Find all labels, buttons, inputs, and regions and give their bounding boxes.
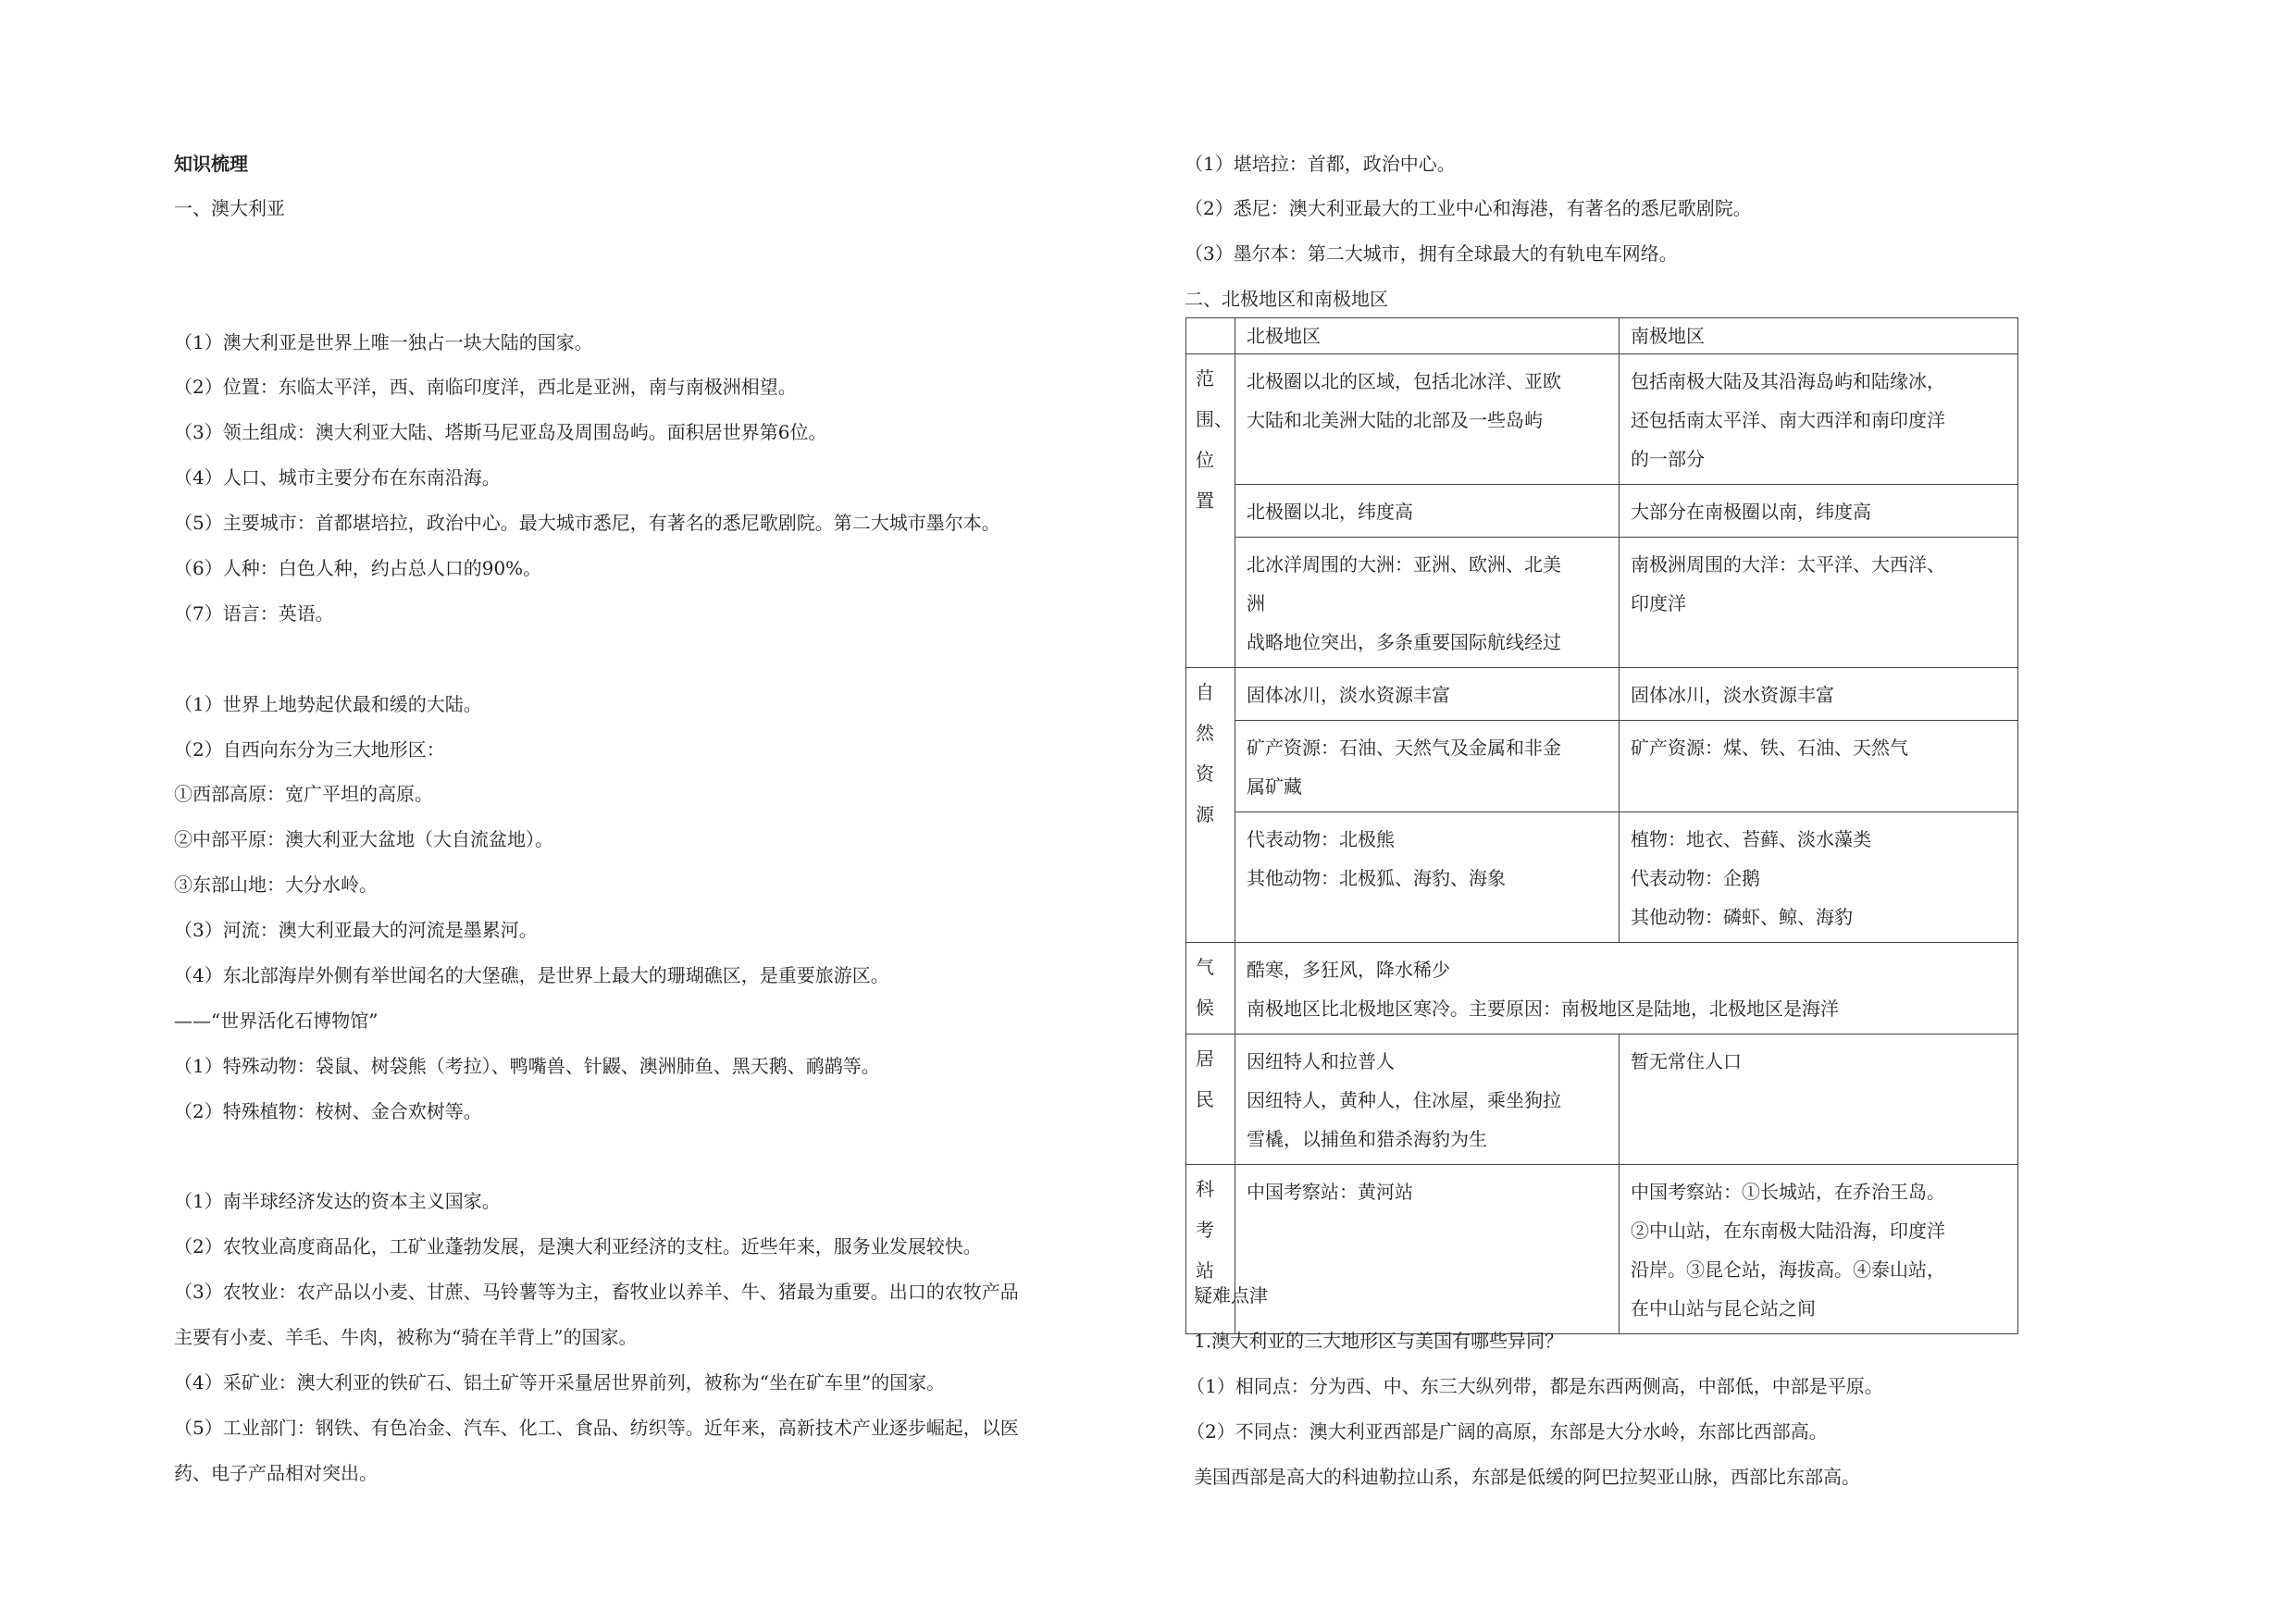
row-category: 范 围、 位 置 (1186, 354, 1235, 668)
antarctic-cell: 中国考察站：①长城站，在乔治王岛。 ②中山站，在东南极大陆沿海，印度洋 沿岸。③昆仑站，海拔高。④泰山站， 在中山站与昆仑站之间 (1620, 1165, 2018, 1334)
row-category: 自 然 资 源 (1186, 668, 1235, 943)
text-line: 药、电子产品相对突出。 (174, 1462, 378, 1484)
table-row (1186, 354, 2018, 485)
text-line: ③东部山地：大分水岭。 (174, 873, 378, 896)
text-line: （2）特殊植物：桉树、金合欢树等。 (174, 1100, 482, 1122)
table-row (1186, 538, 2018, 668)
text-line: （2）自西向东分为三大地形区： (174, 738, 445, 761)
arctic-cell: 因纽特人和拉普人 因纽特人，黄种人，住冰屋，乘坐狗拉 雪橇，以捕鱼和猎杀海豹为生 (1235, 1035, 1620, 1165)
arctic-cell: 固体冰川，淡水资源丰富 (1235, 668, 1620, 721)
antarctic-cell: 大部分在南极圈以南，纬度高 (1620, 485, 2018, 538)
text-line: 美国西部是高大的科迪勒拉山系，东部是低缓的阿巴拉契亚山脉，西部比东部高。 (1194, 1466, 1860, 1488)
row-category: 科 考 站 (1186, 1165, 1235, 1334)
antarctic-cell: 矿产资源：煤、铁、石油、天然气 (1620, 721, 2018, 812)
text-line: （3）墨尔本：第二大城市，拥有全球最大的有轨电车网络。 (1185, 242, 1678, 265)
section-heading: 知识梳理 (174, 153, 248, 175)
text-line: （4）东北部海岸外侧有举世闻名的大堡礁，是世界上最大的珊瑚礁区，是重要旅游区。 (174, 964, 889, 986)
antarctic-cell: 植物：地衣、苔藓、淡水藻类 代表动物：企鹅 其他动物：磷虾、鲸、海豹 (1620, 812, 2018, 943)
text-line: （6）人种：白色人种，约占总人口的90%。 (174, 557, 542, 579)
text-line: （3）农牧业：农产品以小麦、甘蔗、马铃薯等为主，畜牧业以养羊、牛、猪最为重要。出口的农牧产品 (174, 1281, 1019, 1303)
text-line: （4）人口、城市主要分布在东南沿海。 (174, 466, 501, 489)
arctic-cell: 北冰洋周围的大洲：亚洲、欧洲、北美 洲 战略地位突出，多条重要国际航线经过 (1235, 538, 1620, 668)
text-line: （4）采矿业：澳大利亚的铁矿石、铝土矿等开采量居世界前列，被称为“坐在矿车里”的国家。 (174, 1371, 946, 1394)
text-line: （1）堪培拉：首都，政治中心。 (1185, 153, 1456, 175)
table-row (1186, 812, 2018, 943)
text-line: （1）特殊动物：袋鼠、树袋熊（考拉）、鸭嘴兽、针鼹、澳洲肺鱼、黑天鹅、鸸鹋等。 (174, 1055, 880, 1077)
text-line: 主要有小麦、羊毛、牛肉，被称为“骑在羊背上”的国家。 (174, 1326, 638, 1348)
antarctic-cell: 暂无常住人口 (1620, 1035, 2018, 1165)
arctic-cell: 矿产资源：石油、天然气及金属和非金 属矿藏 (1235, 721, 1620, 812)
table-header-antarctic: 南极地区 (1620, 318, 2018, 354)
table-header-row (1186, 318, 2018, 354)
text-line: （2）位置：东临太平洋，西、南临印度洋，西北是亚洲，南与南极洲相望。 (174, 376, 797, 398)
text-line: ②中部平原：澳大利亚大盆地（大自流盆地）。 (174, 828, 553, 850)
text-line: （1）世界上地势起伏最和缓的大陆。 (174, 693, 482, 715)
text-line: （1）澳大利亚是世界上唯一独占一块大陆的国家。 (174, 331, 593, 353)
arctic-cell: 中国考察站：黄河站 (1235, 1165, 1620, 1334)
table-corner-cell (1186, 318, 1235, 354)
table-row (1186, 1165, 2018, 1334)
table-row (1186, 721, 2018, 812)
text-line: ——“世界活化石博物馆” (174, 1010, 379, 1032)
section-heading: 二、北极地区和南极地区 (1185, 288, 1388, 310)
text-line: （3）领土组成：澳大利亚大陆、塔斯马尼亚岛及周围岛屿。面积居世界第6位。 (174, 421, 827, 443)
text-line: （5）工业部门：钢铁、有色冶金、汽车、化工、食品、纺织等。近年来，高新技术产业逐步崛起，以医 (174, 1417, 1019, 1439)
polar-comparison-table (1185, 317, 2018, 1334)
text-line: （2）农牧业高度商品化，工矿业蓬勃发展，是澳大利亚经济的支柱。近些年来，服务业发展较快。 (174, 1235, 982, 1258)
text-line: ①西部高原：宽广平坦的高原。 (174, 783, 433, 805)
text-line: （7）语言：英语。 (174, 602, 334, 625)
arctic-cell: 北极圈以北，纬度高 (1235, 485, 1620, 538)
text-line: （5）主要城市：首都堪培拉，政治中心。最大城市悉尼，有著名的悉尼歌剧院。第二大城市墨尔本。 (174, 512, 1000, 534)
text-line: 一、澳大利亚 (174, 197, 285, 219)
text-line: （3）河流：澳大利亚最大的河流是墨累河。 (174, 919, 538, 941)
row-category: 居 民 (1186, 1035, 1235, 1165)
antarctic-cell: 南极洲周围的大洋：太平洋、大西洋、 印度洋 (1620, 538, 2018, 668)
table-header-arctic: 北极地区 (1235, 318, 1620, 354)
text-line: （1）相同点：分为西、中、东三大纵列带，都是东西两侧高，中部低，中部是平原。 (1186, 1375, 1883, 1397)
section-heading: 疑难点津 (1194, 1284, 1268, 1307)
text-line: （2）悉尼：澳大利亚最大的工业中心和海港，有著名的悉尼歌剧院。 (1185, 197, 1752, 219)
row-category: 气 候 (1186, 943, 1235, 1035)
text-line: （1）南半球经济发达的资本主义国家。 (174, 1190, 501, 1212)
table-row (1186, 943, 2018, 1035)
text-line: 1.澳大利亚的三大地形区与美国有哪些异同？ (1194, 1330, 1564, 1352)
arctic-cell: 代表动物：北极熊 其他动物：北极狐、海豹、海象 (1235, 812, 1620, 943)
table-row (1186, 485, 2018, 538)
climate-cell: 酷寒，多狂风，降水稀少 南极地区比北极地区寒冷。主要原因：南极地区是陆地，北极地区是海洋 (1235, 943, 2018, 1035)
table-row (1186, 1035, 2018, 1165)
table-row (1186, 668, 2018, 721)
antarctic-cell: 固体冰川，淡水资源丰富 (1620, 668, 2018, 721)
antarctic-cell: 包括南极大陆及其沿海岛屿和陆缘冰， 还包括南太平洋、南大西洋和南印度洋 的一部分 (1620, 354, 2018, 485)
text-line: （2）不同点：澳大利亚西部是广阔的高原，东部是大分水岭，东部比西部高。 (1186, 1420, 1828, 1443)
arctic-cell: 北极圈以北的区域，包括北冰洋、亚欧 大陆和北美洲大陆的北部及一些岛屿 (1235, 354, 1620, 485)
